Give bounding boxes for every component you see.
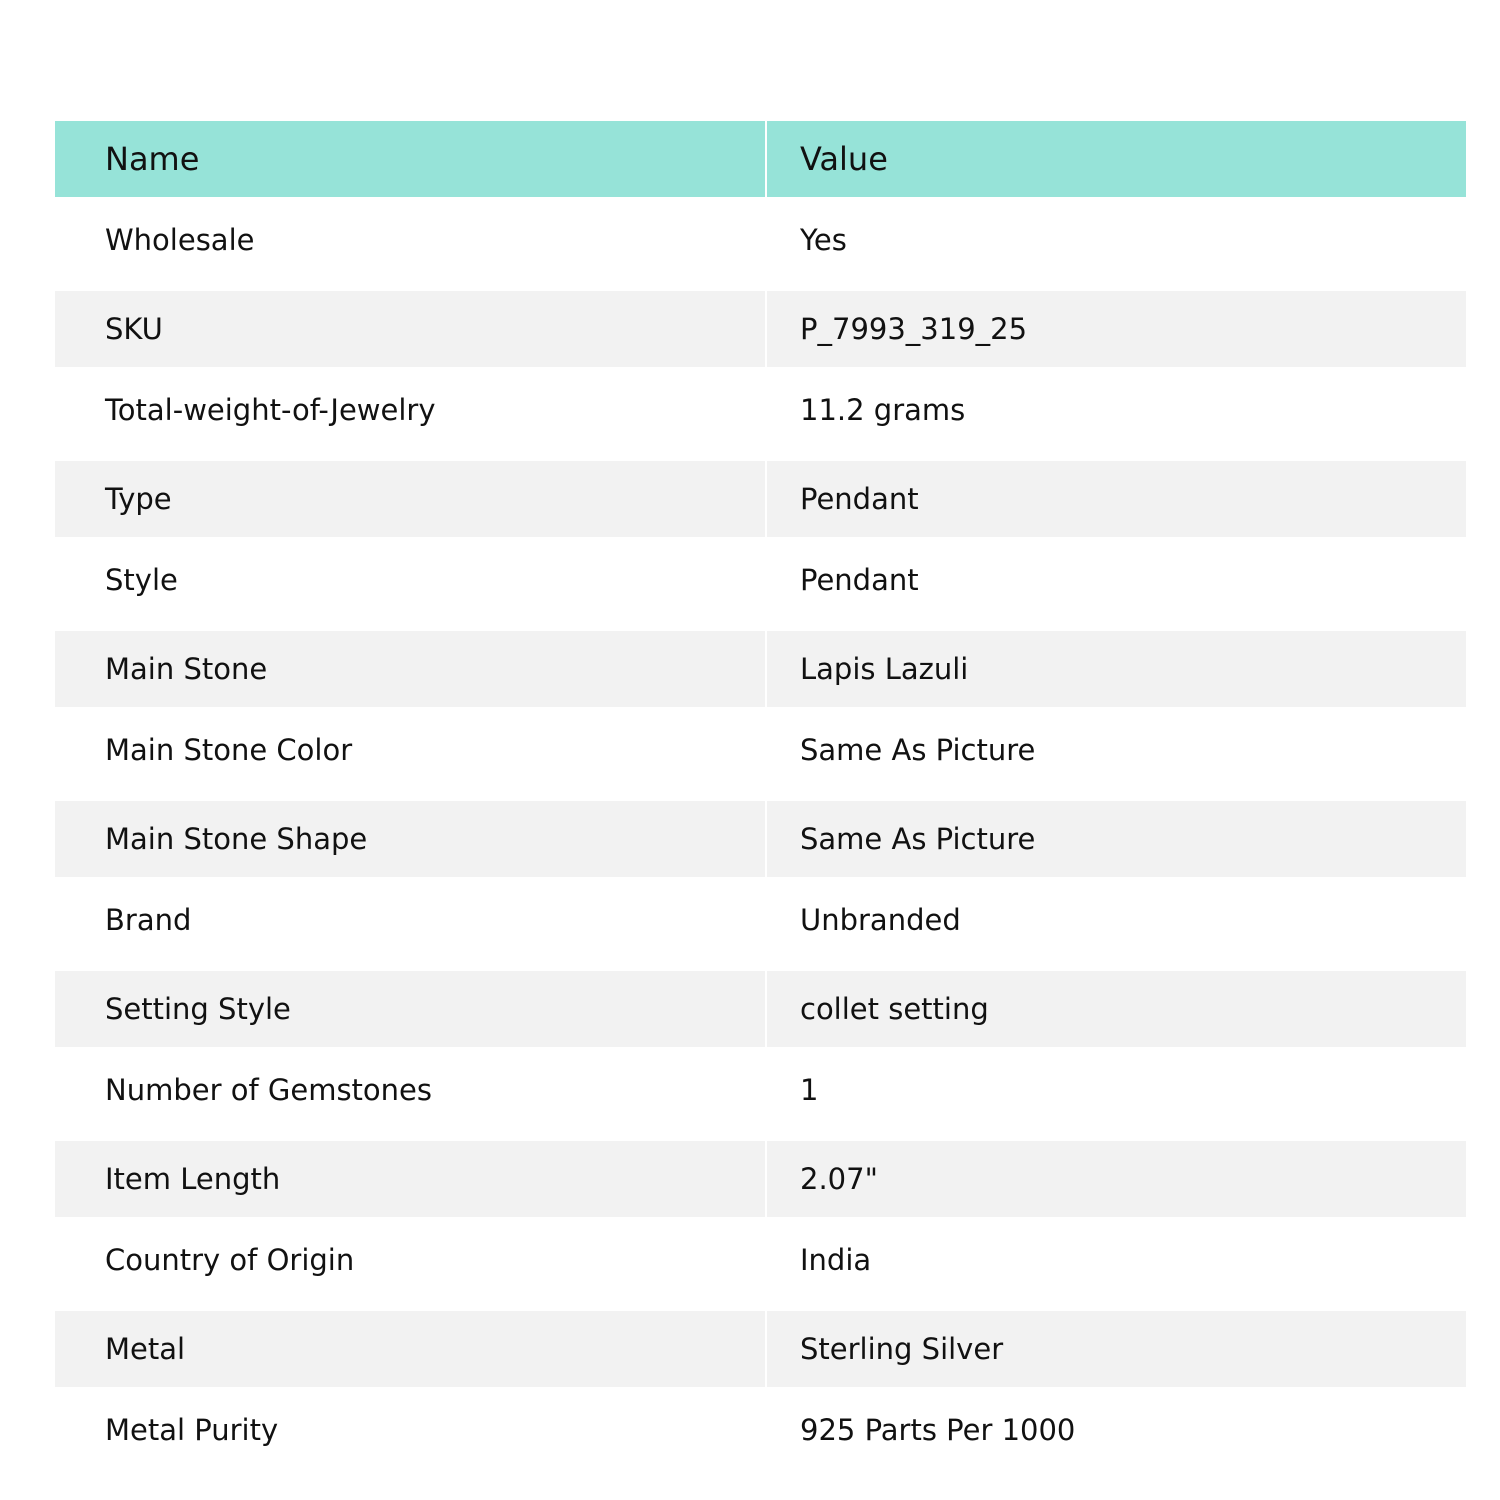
row-value: Unbranded — [766, 877, 1466, 967]
row-value: P_7993_319_25 — [766, 287, 1466, 368]
table-row — [55, 707, 1466, 797]
table-header — [55, 121, 1466, 197]
row-name: Total-weight-of-Jewelry — [55, 367, 766, 457]
row-name: Brand — [55, 877, 766, 967]
table-row — [55, 1307, 1466, 1388]
row-value: Same As Picture — [766, 797, 1466, 878]
row-name: Number of Gemstones — [55, 1047, 766, 1137]
table-body — [55, 197, 1466, 1472]
spec-table — [55, 121, 1466, 1472]
header-name: Name — [55, 121, 766, 197]
table-row — [55, 1047, 1466, 1137]
table-row — [55, 877, 1466, 967]
row-name: Item Length — [55, 1137, 766, 1218]
row-name: Metal — [55, 1307, 766, 1388]
table-row — [55, 197, 1466, 287]
row-value: Yes — [766, 197, 1466, 287]
row-value: Same As Picture — [766, 707, 1466, 797]
row-name: Wholesale — [55, 197, 766, 287]
table-row — [55, 1217, 1466, 1307]
row-name: Type — [55, 457, 766, 538]
header-value: Value — [766, 121, 1466, 197]
table-row — [55, 457, 1466, 538]
row-value: Lapis Lazuli — [766, 627, 1466, 708]
table-row — [55, 797, 1466, 878]
row-name: SKU — [55, 287, 766, 368]
row-name: Setting Style — [55, 967, 766, 1048]
table-row — [55, 537, 1466, 627]
row-name: Metal Purity — [55, 1387, 766, 1472]
row-name: Main Stone Shape — [55, 797, 766, 878]
row-value: 11.2 grams — [766, 367, 1466, 457]
row-name: Country of Origin — [55, 1217, 766, 1307]
row-name: Main Stone Color — [55, 707, 766, 797]
table-row — [55, 367, 1466, 457]
row-value: Sterling Silver — [766, 1307, 1466, 1388]
header-row — [55, 121, 1466, 197]
table-row — [55, 967, 1466, 1048]
table-row — [55, 287, 1466, 368]
table-row — [55, 627, 1466, 708]
row-value: Pendant — [766, 457, 1466, 538]
table-row — [55, 1387, 1466, 1472]
row-value: 1 — [766, 1047, 1466, 1137]
row-value: Pendant — [766, 537, 1466, 627]
row-value: 2.07" — [766, 1137, 1466, 1218]
row-value: India — [766, 1217, 1466, 1307]
row-value: collet setting — [766, 967, 1466, 1048]
row-name: Style — [55, 537, 766, 627]
table-row — [55, 1137, 1466, 1218]
row-value: 925 Parts Per 1000 — [766, 1387, 1466, 1472]
row-name: Main Stone — [55, 627, 766, 708]
